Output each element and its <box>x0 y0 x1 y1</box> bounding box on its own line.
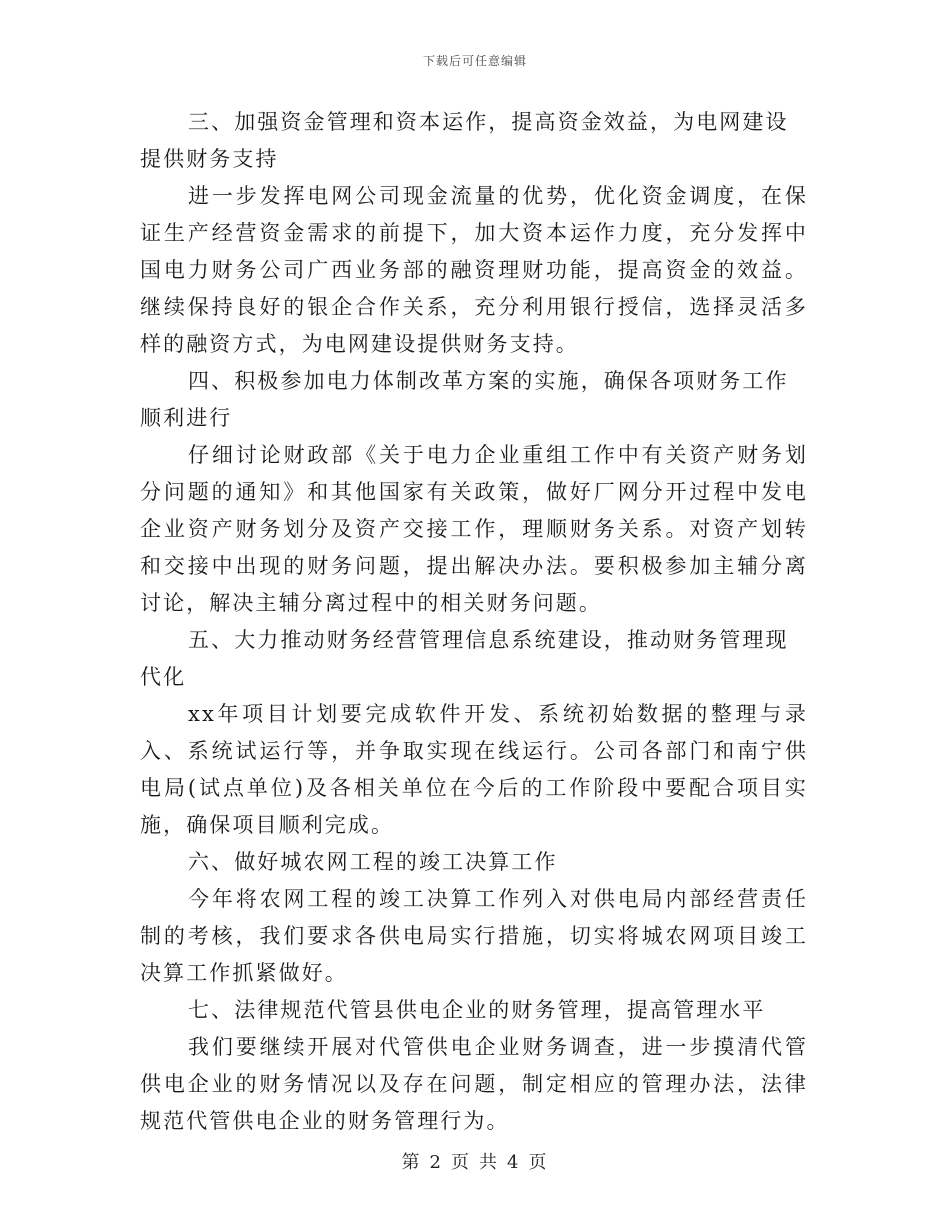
section-heading-5: 五、大力推动财务经营管理信息系统建设，推动财务管理现代化 <box>140 628 789 689</box>
page-label-prefix: 第 <box>401 1152 422 1173</box>
section-paragraph-4: 仔细讨论财政部《关于电力企业重组工作中有关资产财务划分问题的通知》和其他国家有关政策，做好厂网分开过程中发电企业资产财务划分及资产交接工作，理顺财务关系。对资产划转和交接中出现的财务问题，提出解决办法。要积极参加主辅分离讨论，解决主辅分离过程中的相关财务问题。 <box>140 443 808 615</box>
section-paragraph-6: 今年将农网工程的竣工决算工作列入对供电局内部经营责任制的考核，我们要求各供电局实行措施，切实将城农网项目竣工决算工作抓紧做好。 <box>140 887 808 985</box>
section-heading-7: 七、法律规范代管县供电企业的财务管理，提高管理水平 <box>188 998 766 1022</box>
page-label-mid: 页 <box>451 1152 471 1173</box>
section-paragraph-7: 我们要继续开展对代管供电企业财务调查，进一步摸清代管供电企业的财务情况以及存在问题，制定相应的管理办法，法律规范代管供电企业的财务管理行为。 <box>140 1035 808 1133</box>
total-label: 共 <box>479 1152 499 1173</box>
header-note: 下载后可任意编辑 <box>422 54 527 68</box>
total-pages-number: 4 <box>507 1152 521 1173</box>
current-page-number: 2 <box>429 1152 443 1173</box>
section-paragraph-5: xx年项目计划要完成软件开发、系统初始数据的整理与录入、系统试运行等，并争取实现在线运行。公司各部门和南宁供电局(试点单位)及各相关单位在今后的工作阶段中要配合项目实施，确保项目顺利完成。 <box>140 702 808 837</box>
section-heading-3: 三、加强资金管理和资本运作，提高资金效益，为电网建设提供财务支持 <box>140 110 789 171</box>
section-heading-4: 四、积极参加电力体制改革方案的实施，确保各项财务工作顺利进行 <box>140 369 789 430</box>
page-footer <box>0 1148 950 1174</box>
document-body <box>140 104 808 1140</box>
section-paragraph-3: 进一步发挥电网公司现金流量的优势，优化资金调度，在保证生产经营资金需求的前提下，加大资本运作力度，充分发挥中国电力财务公司广西业务部的融资理财功能，提高资金的效益。继续保持良好的银企合作关系，充分利用银行授信，选择灵活多样的融资方式，为电网建设提供财务支持。 <box>140 184 808 356</box>
page-label-suffix: 页 <box>528 1152 549 1173</box>
section-heading-6: 六、做好城农网工程的竣工决算工作 <box>188 850 558 874</box>
